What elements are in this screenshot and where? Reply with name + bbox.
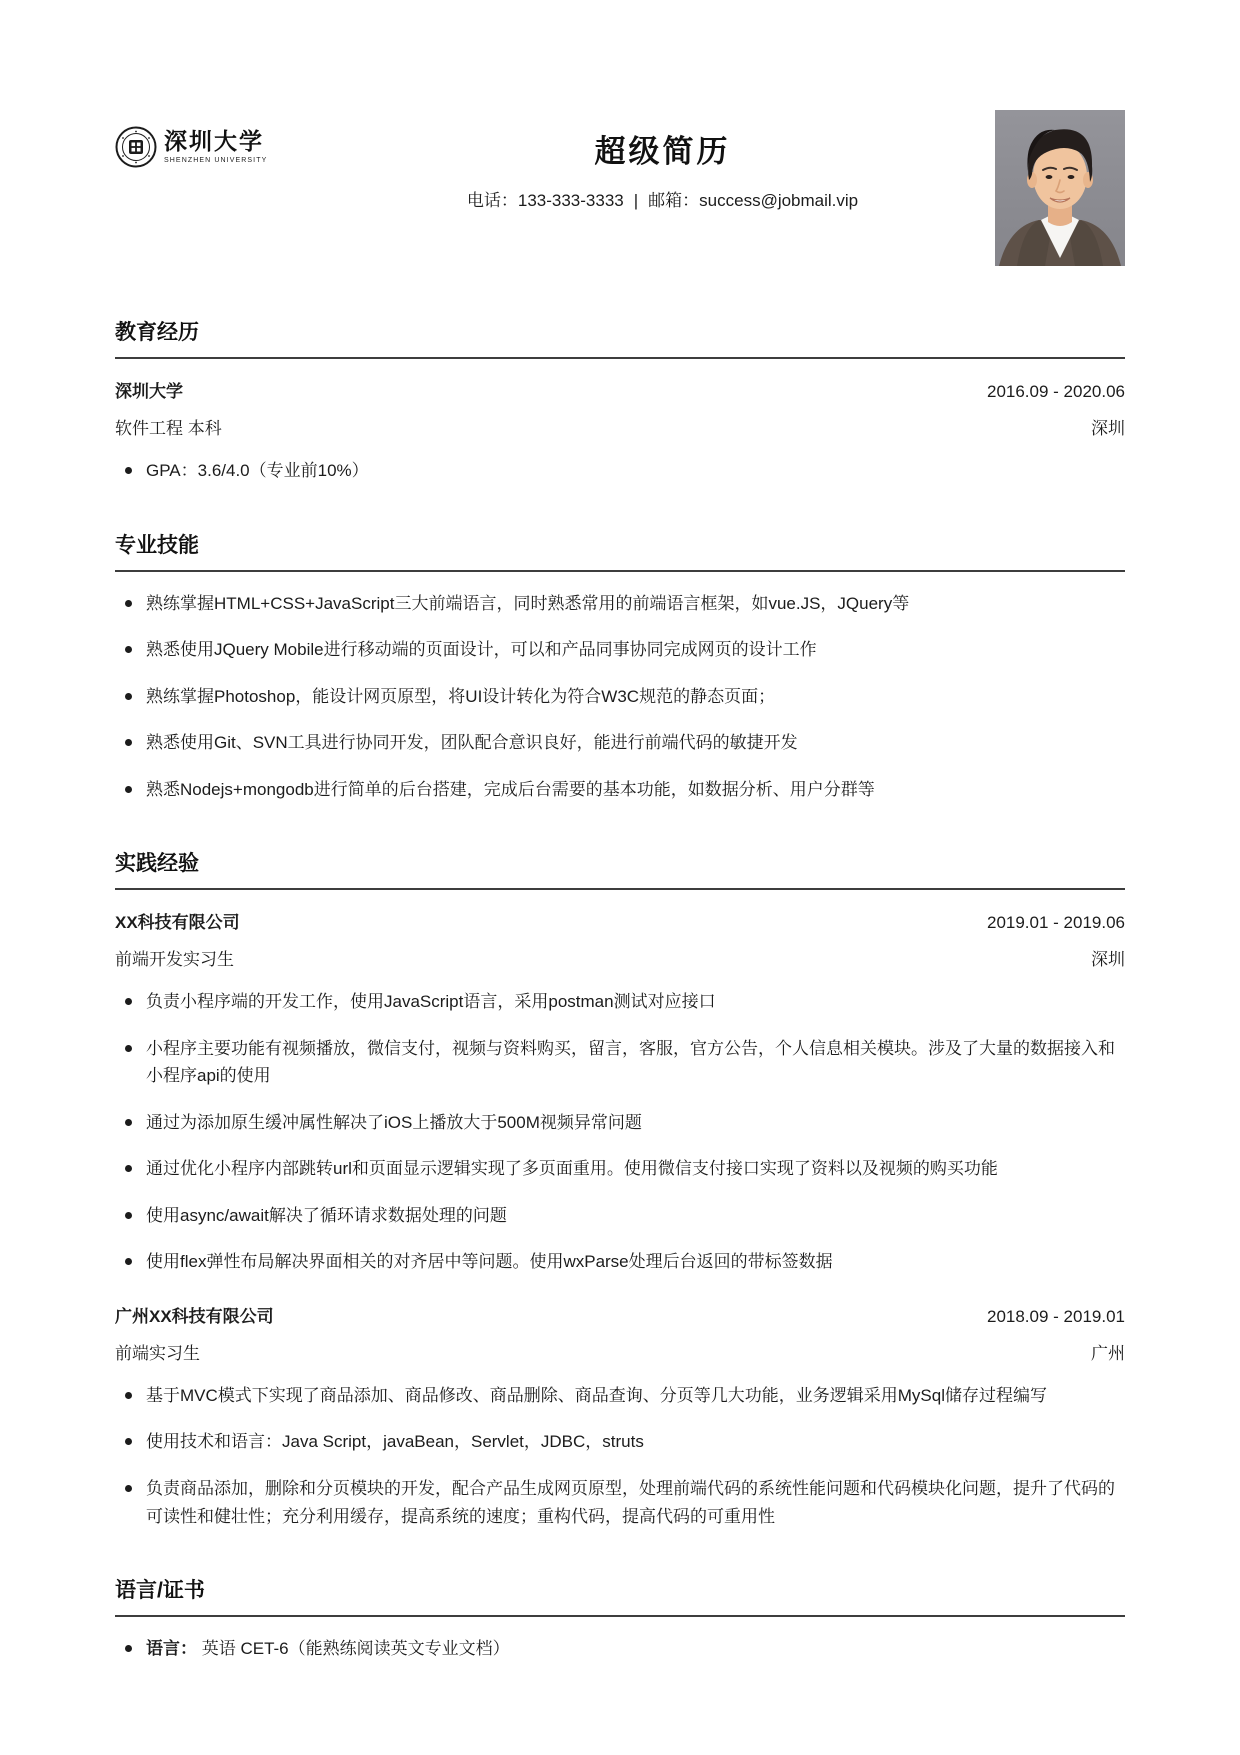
bullet-item [115,729,1125,757]
bullet-item [115,636,1125,664]
experience-date-range: 2019.01 - 2019.06 [986,913,1125,933]
bullet-text: 负责商品添加，删除和分页模块的开发，配合产品生成网页原型，处理前端代码的系统性能问题和代码模块化问题，提升了代码的可读性和健壮性；充分利用缓存，提高系统的速度；重构代码，提高代码的可重用性 [146,1478,1115,1526]
bullet-item [115,1428,1125,1456]
job-title: 前端开发实习生 [115,950,234,970]
skills-bullets [115,590,1125,804]
contact-separator: | [633,191,639,210]
education-bullets [115,457,1125,485]
section-education [115,316,1125,485]
resume-header [115,110,1125,266]
school-name: 深圳大学 [115,382,183,401]
section-experience [115,847,1125,1530]
university-logo [115,110,330,168]
contact-line [330,186,995,211]
experience-entry [115,908,1125,1276]
phone-label: 电话： [466,191,518,210]
bullet-item [115,988,1125,1016]
language-bullets [115,1635,1125,1663]
experience-bullets [115,988,1125,1276]
bullet-item [115,776,1125,804]
header-center [330,110,995,211]
bullet-item [115,1248,1125,1276]
email-label: 邮箱： [648,191,700,210]
job-title: 前端实习生 [115,1343,200,1363]
bullet-text: 熟悉使用Git、SVN工具进行协同开发，团队配合意识良好，能进行前端代码的敏捷开发 [146,733,798,753]
bullet-item [115,457,1125,485]
degree-major: 软件工程 本科 [115,419,222,438]
company-name: XX科技有限公司 [115,913,240,933]
bullet-item [115,1155,1125,1183]
bullet-text: 使用async/await解决了循环请求数据处理的问题 [146,1205,507,1225]
email-address: success@jobmail.vip [699,191,859,210]
profile-photo-image [995,110,1125,266]
bullet-item [115,683,1125,711]
experience-entry-subheader [115,945,1125,970]
bullet-text: 基于MVC模式下实现了商品添加、商品修改、商品删除、商品查询、分页等几大功能，业务逻辑采用MySql储存过程编写 [146,1385,1048,1405]
university-seal-icon [115,126,157,168]
bullet-item [115,590,1125,618]
experience-bullets [115,1382,1125,1530]
education-heading: 教育经历 [115,316,1125,359]
experience-entry-header [115,1302,1125,1327]
university-name-cn: 深圳大学 [164,129,264,155]
university-name-en: SHENZHEN UNIVERSITY [164,156,268,164]
bullet-label: 语言： [146,1639,197,1659]
resume-title: 超级简历 [594,134,731,169]
education-entry-subheader [115,414,1125,439]
phone-number: 133-333-3333 [517,191,624,210]
language-heading: 语言/证书 [115,1574,1125,1617]
bullet-text: 熟悉Nodejs+mongodb进行简单的后台搭建，完成后台需要的基本功能，如数据分析、用户分群等 [146,779,875,799]
university-logo-text [164,130,267,163]
bullet-text: 使用flex弹性布局解决界面相关的对齐居中等问题。使用wxParse处理后台返回的带标签数据 [146,1252,833,1272]
bullet-text: 熟练掌握Photoshop，能设计网页原型，将UI设计转化为符合W3C规范的静态页面； [146,686,776,706]
bullet-item [115,1035,1125,1090]
education-location: 深圳 [1091,419,1125,438]
experience-location: 深圳 [1091,950,1125,970]
bullet-item [115,1109,1125,1137]
education-entry [115,377,1125,485]
bullet-item [115,1382,1125,1410]
bullet-text: 英语 CET-6（能熟练阅读英文专业文档） [201,1639,510,1659]
bullet-text: 熟练掌握HTML+CSS+JavaScript三大前端语言，同时熟悉常用的前端语言框架，如vue.JS，JQuery等 [146,593,910,613]
experience-entry [115,1302,1125,1530]
skills-heading: 专业技能 [115,529,1125,572]
bullet-item [115,1635,1125,1663]
bullet-item [115,1202,1125,1230]
bullet-text: 使用技术和语言：Java Script，javaBean，Servlet，JDBC，struts [146,1432,644,1452]
section-skills [115,529,1125,804]
bullet-text: 通过为添加原生缓冲属性解决了iOS上播放大于500M视频异常问题 [146,1112,642,1132]
company-name: 广州XX科技有限公司 [115,1306,274,1326]
bullet-text: 负责小程序端的开发工作，使用JavaScript语言，采用postman测试对应接口 [146,992,716,1012]
bullet-text: 小程序主要功能有视频播放，微信支付，视频与资料购买，留言，客服，官方公告，个人信息相关模块。涉及了大量的数据接入和小程序api的使用 [146,1038,1115,1086]
experience-heading: 实践经验 [115,847,1125,890]
bullet-item [115,1475,1125,1530]
experience-entry-subheader [115,1339,1125,1364]
experience-entry-header [115,908,1125,933]
education-date-range: 2016.09 - 2020.06 [986,382,1125,401]
bullet-text: GPA：3.6/4.0（专业前10%） [146,461,369,480]
profile-photo [995,110,1125,266]
experience-location: 广州 [1091,1343,1125,1363]
experience-date-range: 2018.09 - 2019.01 [986,1306,1125,1326]
bullet-text: 通过优化小程序内部跳转url和页面显示逻辑实现了多页面重用。使用微信支付接口实现了资料以及视频的购买功能 [146,1159,998,1179]
education-entry-header [115,377,1125,402]
section-language [115,1574,1125,1663]
bullet-text: 熟悉使用JQuery Mobile进行移动端的页面设计，可以和产品同事协同完成网页的设计工作 [146,640,817,660]
